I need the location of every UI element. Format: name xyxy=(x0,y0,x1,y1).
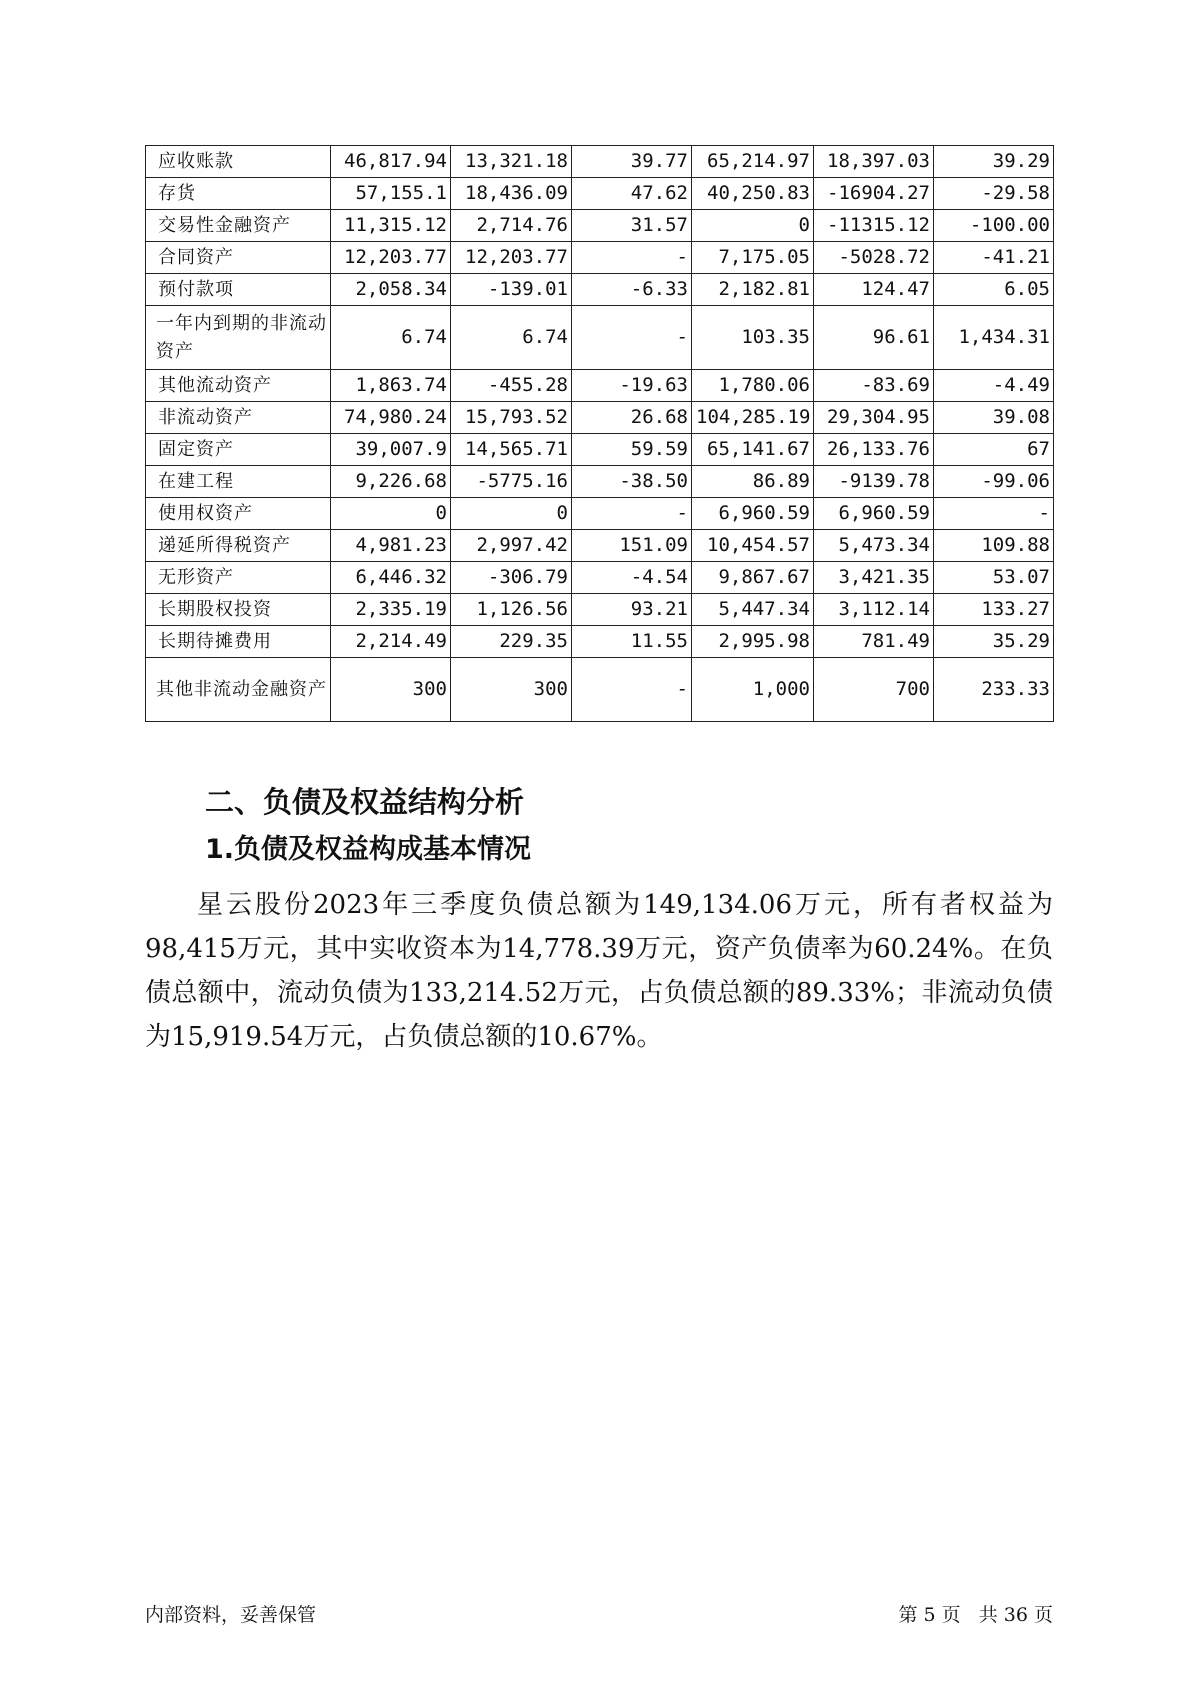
cell: 57,155.1 xyxy=(331,178,451,210)
asset-table xyxy=(145,145,1054,722)
cell: -83.69 xyxy=(814,370,934,402)
table-row xyxy=(146,658,1054,722)
cell: 26.68 xyxy=(572,402,692,434)
cell: 18,436.09 xyxy=(451,178,572,210)
row-label: 存货 xyxy=(146,178,331,210)
cell: 6.74 xyxy=(331,306,451,370)
row-label: 长期待摊费用 xyxy=(146,626,331,658)
cell: 31.57 xyxy=(572,210,692,242)
cell: 2,214.49 xyxy=(331,626,451,658)
cell: 1,780.06 xyxy=(692,370,814,402)
section-heading: 二、负债及权益结构分析 xyxy=(205,785,525,819)
cell: 3,421.35 xyxy=(814,562,934,594)
cell: 6,960.59 xyxy=(692,498,814,530)
cell: - xyxy=(572,306,692,370)
cell: 74,980.24 xyxy=(331,402,451,434)
cell: - xyxy=(572,498,692,530)
table-row xyxy=(146,274,1054,306)
cell: 35.29 xyxy=(934,626,1054,658)
cell: - xyxy=(572,242,692,274)
table-row xyxy=(146,178,1054,210)
cell: 86.89 xyxy=(692,466,814,498)
cell: 11,315.12 xyxy=(331,210,451,242)
cell: 6.05 xyxy=(934,274,1054,306)
row-label: 其他非流动金融资产 xyxy=(146,658,331,722)
cell: -6.33 xyxy=(572,274,692,306)
cell: 133.27 xyxy=(934,594,1054,626)
cell: 9,867.67 xyxy=(692,562,814,594)
cell: 96.61 xyxy=(814,306,934,370)
cell: 65,214.97 xyxy=(692,146,814,178)
row-label: 交易性金融资产 xyxy=(146,210,331,242)
cell: 2,058.34 xyxy=(331,274,451,306)
row-label: 递延所得税资产 xyxy=(146,530,331,562)
cell: 781.49 xyxy=(814,626,934,658)
cell: -29.58 xyxy=(934,178,1054,210)
table-row xyxy=(146,562,1054,594)
table-row xyxy=(146,530,1054,562)
row-label: 一年内到期的非流动资产 xyxy=(146,306,331,370)
cell: 39,007.9 xyxy=(331,434,451,466)
cell: 93.21 xyxy=(572,594,692,626)
cell: 109.88 xyxy=(934,530,1054,562)
cell: 11.55 xyxy=(572,626,692,658)
table-row xyxy=(146,594,1054,626)
cell: 0 xyxy=(692,210,814,242)
cell: 39.08 xyxy=(934,402,1054,434)
cell: 47.62 xyxy=(572,178,692,210)
cell: -99.06 xyxy=(934,466,1054,498)
cell: 2,714.76 xyxy=(451,210,572,242)
cell: 13,321.18 xyxy=(451,146,572,178)
cell: 6.74 xyxy=(451,306,572,370)
cell: 300 xyxy=(331,658,451,722)
cell: 104,285.19 xyxy=(692,402,814,434)
cell: 39.29 xyxy=(934,146,1054,178)
table-row xyxy=(146,146,1054,178)
cell: 1,434.31 xyxy=(934,306,1054,370)
cell: -100.00 xyxy=(934,210,1054,242)
table-row xyxy=(146,210,1054,242)
cell: -5775.16 xyxy=(451,466,572,498)
cell: 46,817.94 xyxy=(331,146,451,178)
cell: 29,304.95 xyxy=(814,402,934,434)
row-label: 长期股权投资 xyxy=(146,594,331,626)
row-label: 合同资产 xyxy=(146,242,331,274)
cell: 2,997.42 xyxy=(451,530,572,562)
cell: 103.35 xyxy=(692,306,814,370)
table-row xyxy=(146,370,1054,402)
row-label: 应收账款 xyxy=(146,146,331,178)
cell: -38.50 xyxy=(572,466,692,498)
cell: 124.47 xyxy=(814,274,934,306)
cell: 700 xyxy=(814,658,934,722)
row-label: 其他流动资产 xyxy=(146,370,331,402)
cell: 59.59 xyxy=(572,434,692,466)
cell: 2,335.19 xyxy=(331,594,451,626)
cell: -139.01 xyxy=(451,274,572,306)
cell: -4.49 xyxy=(934,370,1054,402)
cell: -9139.78 xyxy=(814,466,934,498)
cell: 67 xyxy=(934,434,1054,466)
body-paragraph: 星云股份2023年三季度负债总额为149,134.06万元，所有者权益为98,415万元，其中实收资本为14,778.39万元，资产负债率为60.24%。在负债总额中，流动负债为133,214.52万元，占负债总额的89.33%；非流动负债为15,919.54万元，占负债总额的10.67%。 xyxy=(145,890,1053,1052)
subsection-heading: 1.负债及权益构成基本情况 xyxy=(205,834,532,865)
cell: -16904.27 xyxy=(814,178,934,210)
cell: 65,141.67 xyxy=(692,434,814,466)
table-row xyxy=(146,466,1054,498)
cell: -5028.72 xyxy=(814,242,934,274)
cell: 2,182.81 xyxy=(692,274,814,306)
table-row xyxy=(146,498,1054,530)
footer-page-number: 第 5 页 共 36 页 xyxy=(898,1604,1053,1626)
cell: - xyxy=(934,498,1054,530)
cell: 1,863.74 xyxy=(331,370,451,402)
cell: 10,454.57 xyxy=(692,530,814,562)
cell: -306.79 xyxy=(451,562,572,594)
cell: -4.54 xyxy=(572,562,692,594)
cell: -41.21 xyxy=(934,242,1054,274)
cell: -19.63 xyxy=(572,370,692,402)
cell: -455.28 xyxy=(451,370,572,402)
cell: 18,397.03 xyxy=(814,146,934,178)
cell: 5,447.34 xyxy=(692,594,814,626)
cell: 15,793.52 xyxy=(451,402,572,434)
cell: 4,981.23 xyxy=(331,530,451,562)
cell: 6,960.59 xyxy=(814,498,934,530)
cell: 7,175.05 xyxy=(692,242,814,274)
cell: 229.35 xyxy=(451,626,572,658)
cell: 39.77 xyxy=(572,146,692,178)
cell: 3,112.14 xyxy=(814,594,934,626)
cell: 12,203.77 xyxy=(331,242,451,274)
cell: 40,250.83 xyxy=(692,178,814,210)
row-label: 无形资产 xyxy=(146,562,331,594)
cell: -11315.12 xyxy=(814,210,934,242)
table-row xyxy=(146,242,1054,274)
cell: 5,473.34 xyxy=(814,530,934,562)
cell: 0 xyxy=(451,498,572,530)
row-label: 固定资产 xyxy=(146,434,331,466)
cell: 2,995.98 xyxy=(692,626,814,658)
cell: 151.09 xyxy=(572,530,692,562)
cell: 0 xyxy=(331,498,451,530)
cell: 1,126.56 xyxy=(451,594,572,626)
footer-confidential-note: 内部资料，妥善保管 xyxy=(145,1604,317,1626)
table-row xyxy=(146,434,1054,466)
table-row xyxy=(146,626,1054,658)
row-label: 使用权资产 xyxy=(146,498,331,530)
cell: 233.33 xyxy=(934,658,1054,722)
row-label: 非流动资产 xyxy=(146,402,331,434)
table-row xyxy=(146,306,1054,370)
table-row xyxy=(146,402,1054,434)
cell: - xyxy=(572,658,692,722)
cell: 53.07 xyxy=(934,562,1054,594)
cell: 1,000 xyxy=(692,658,814,722)
cell: 26,133.76 xyxy=(814,434,934,466)
cell: 14,565.71 xyxy=(451,434,572,466)
cell: 12,203.77 xyxy=(451,242,572,274)
row-label: 在建工程 xyxy=(146,466,331,498)
cell: 6,446.32 xyxy=(331,562,451,594)
cell: 300 xyxy=(451,658,572,722)
row-label: 预付款项 xyxy=(146,274,331,306)
cell: 9,226.68 xyxy=(331,466,451,498)
